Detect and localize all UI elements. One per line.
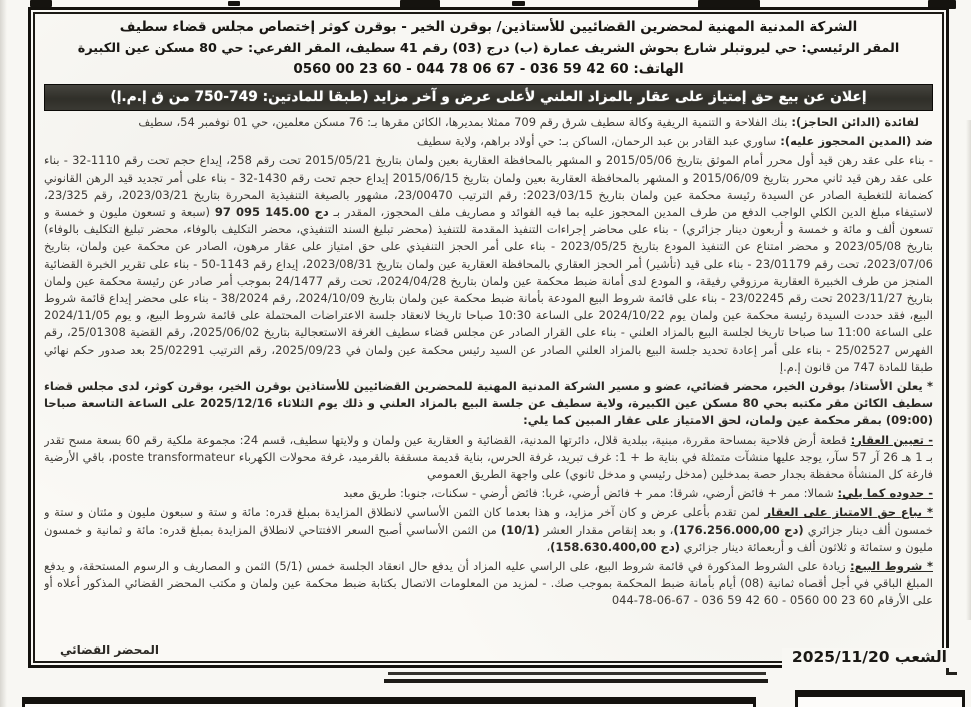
bailiff-signature: المحضر القضائي [60, 643, 160, 657]
publication-date: 2025/11/20 [791, 648, 890, 666]
text-run: 97 095 145.00 دج [214, 205, 329, 220]
text-run: * يباع حق الامتياز على العقار [764, 505, 933, 520]
notice-paragraph [44, 133, 933, 150]
text-run: (158.630.400,00 دج) [550, 539, 681, 554]
scan-ink-blot [30, 0, 52, 7]
footer-rule [384, 679, 768, 683]
scan-ink-blot [228, 1, 240, 6]
text-run: الثمن و المصاريف و الرسوم المستحقة، و يدفع المبلغ الباقي في أجل أقصاه ثمانية (08) أيام بأمانة ضبط المحكمة بموجب صك. - لمزيد من المعلومات الاتصال بكتابة ضبط محكمة عين ولمان و مكتب المحضر القضائي المذكور أعلاه أو على الأرقام [44, 559, 933, 608]
newspaper-name: الشعب [894, 648, 947, 666]
notice-frame-inner [33, 12, 944, 663]
newspaper-stamp [782, 648, 953, 668]
footer-rule [388, 672, 766, 675]
text-run: ضد (المدين المحجوز عليه): [776, 134, 933, 149]
text-run: على الساعة التاسعة صباحا (09:00) بمقر محكمة عين ولمان، لحق الامتياز على عقار المبين كما يلي: [44, 396, 933, 428]
text-run: ، [546, 539, 551, 554]
notice-paragraph [44, 432, 933, 484]
scan-smudge-left [0, 0, 7, 707]
notice-body [44, 114, 933, 643]
notice-title: إعلان عن بيع حق إمتياز على عقار بالمزاد العلني لأعلى عرض و آخر مزايد (طبقا للمادتين: 749-750 من ق إ.م.إ) [110, 89, 867, 105]
next-ad-frame-top [22, 697, 756, 707]
notice-frame [28, 7, 949, 668]
text-run: - تعيين العقار: [850, 432, 933, 447]
notice-header [44, 17, 933, 80]
text-run: من الثمن الأساسي أصبح السعر الافتتاحي لانطلاق المزايدة بمبلغ قدره: مائة و ثمانية و خمسون مليون و ستمائة و ثلاثون ألف و أربعمائة دينار جزائري [44, 522, 933, 554]
text-run: ساوري عبد القادر بن عبد الرحمان، الساكن بـ: حي أولاد براهم، ولاية سطيف [416, 134, 777, 149]
notice-paragraph [44, 504, 933, 556]
text-run: ، باقي الأرضية فارغة كل المنشأة محفظة بجدار حصة بمدخلين (مدخل رئيسي و مدخل ثانوي) على واجهة الطريق العمومي [44, 449, 933, 482]
notice-paragraph [44, 378, 933, 430]
notice-paragraph [44, 114, 933, 131]
scan-ink-blot [512, 1, 525, 6]
notice-paragraph [44, 152, 933, 376]
company-name: الشركة المدنية المهنية لمحضرين القضائيين للأستاذين/ بوقرن الخير - بوقرن كوثر إختصاص مجلس قضاء سطيف [119, 19, 858, 35]
text-run: لمن تقدم بأعلى عرض و كان آخر مزايد، و هذا بعدما كان الثمن الأساسي لانطلاق المزايدة بمبلغ قدره: مائة و ستة و سبعون مليون و مئتان و ستة و خمسون ألف دينار جزائري [44, 505, 933, 537]
notice-paragraph [44, 558, 933, 610]
text-run: - بناء على عقد رهن قيد أول محرر أمام الموثق بتاريخ 2015/05/06 و المشهر بالمحافظة العقارية بعين ولمان بتاريخ 2015/05/21 تحت رقم 258، إيداع حجم تحت رقم 1110-32 - بناء على عقد رهن قيد ثاني محرر بتاريخ 2015/06/09 و المشهر بالمحافظة العقارية بعين ولمان بتاريخ 2015/06/15 إيداع حجم تحت رقم 1430-32 - بناء على أمر تجديد قيد الرهن القانوني كضمانة للتغطية الصادر عن السيدة رئيسة محكمة عين ولمان بتاريخ 2023/03/15: رقم الترتيب 23/00470، مشهور بالصيغة التنفيذية المحررة بتاريخ 2023/03/21، رقم 23/325، لاستيفاء مبلغ الدين الكلي الواجب الدفع من طرف المدين المحجوز عليه بما فيه الفوائد و مصاريف ملف المحجوز، المقدر بـ [44, 153, 933, 220]
text-run: ، و بعد إنقاص مقدار العشر [539, 522, 674, 537]
phone-numbers: 0560 00 23 60 - 044 78 06 67 - 036 59 42 60 [293, 61, 629, 77]
text-run: (176.256.000,00 دج) [673, 522, 804, 537]
text-run: زيادة على الشروط المذكورة في قائمة شروط البيع، على الراسي عليه المزاد أن يدفع حال انعقاد الجلسة خمس [302, 559, 851, 574]
scan-smudge-right [966, 120, 971, 620]
text-run: (5/1) [274, 559, 303, 574]
text-run: بنك الفلاحة و التنمية الريفية وكالة سطيف شرق رقم 709 ممثلا بمديرها، الكائن مقرها بـ: 76 مسكن معلمين، حي 01 نوفمبر 54، سطيف [138, 115, 788, 129]
notice-title-banner [44, 84, 933, 111]
company-phones [44, 59, 933, 80]
text-run: 2025/12/16 [200, 396, 273, 411]
phone-label: الهاتف: [633, 61, 684, 77]
text-run: لفائدة (الدائن الحاجز): [787, 115, 919, 129]
text-run: poste transformateur [112, 449, 235, 464]
text-run: قطعة أرض فلاحية بمساحة مقررة، مبنية، ببلدية قلال، دائرتها المدنية، القضائية و العقارية عين ولمان و ولايتها سطيف، قسم 24: مجموعة ملكية رقم 60 بسعة مسح تقدر بـ 1 هـ 26 آر 57 سآر، يوجد عليها منشآت متمثلة في بناية ط + 1: غرف تبريد، غرفة الحرس، بناية قديمة مسقفة بالقرميد، غرفة محولات الكهرباء [44, 432, 933, 464]
text-run: 044-78-06-67 - 036 59 42 60 - 0560 00 23 60 [611, 593, 874, 608]
text-run: (10/1) [500, 522, 540, 537]
text-run: * يعلن الأستاذ/ بوقرن الخير، محضر قضائي، عضو و مسير الشركة المدنية المهنية للمحضرين القضائيين للأستاذين بوقرن الخير، بوقرن كوثر، لدى مجلس قضاء سطيف الكائن مقر مكتبه بحي 80 مسكن عين الكبيرة، ولاية سطيف عن جلسة البيع بالمزاد العلني و ذلك يوم الثلاثاء [44, 379, 933, 411]
next-ad-frame-top [795, 690, 965, 707]
notice-paragraph [44, 485, 933, 502]
text-run: * شروط البيع: [850, 559, 933, 574]
text-run: (سبعة و تسعون مليون و خمسة و تسعون ألف و مائة و خمسة و أربعون دينار جزائري) - بناء على محاضر إجراءات التنفيذ المقدمة للتنفيذ (محضر تبليغ السند التنفيذي، محضر التكليف بالوفاء، محضر تبليغ التكليف بالوفاء) بتاريخ 2023/05/08 و محضر امتناع عن التنفيذ المودع بتاريخ 2023/05/25 - بناء على أمر الحجز التنفيذي على حق امتياز على عقار مرهون، الصادر عن محكمة عين ولمان، بتاريخ 2023/07/06، تحت رقم 23/01179 - بناء على قيد (تأشير) أمر الحجز العقاري بالمحافظة العقارية عين ولمان بتاريخ 2023/08/31، إيداع رقم 1143-50 - بناء على تقرير الخبرة القضائية المنجز من طرف الخبيرة العقارية مرزوقي رفيقة، و المودع لدى أمانة ضبط محكمة عين ولمان بتاريخ 2024/04/28، تحت رقم 24/1477 بموجب أمر صادر عن رئيسة محكمة عين ولمان بتاريخ 2023/11/27 تحت رقم 23/02245 - بناء على قائمة شروط البيع المودعة بأمانة ضبط محكمة عين ولمان بتاريخ 2024/10/09، رقم 38/2024 - بناء على محضر إيداع قائمة شروط البيع، فقد حددت السيدة رئيسة محكمة عين ولمان يوم 2024/10/22 على الساعة 10:30 صباحا تاريخا لانعقاد جلسة الاعتراضات المحتملة على قائمة شروط البيع، و يوم 2024/11/05 على الساعة 11:00 سا صباحا تاريخا لجلسة البيع بالمزاد العلني - بناء على القرار الصادر عن مجلس قضاء سطيف الغرفة الاستعجالية بتاريخ 2025/06/02، رقم القضية 25/01308، رقم الفهرس 25/02527 - بناء على أمر إعادة تحديد جلسة البيع بالمزاد العلني الصادر عن السيد رئيس محكمة عين ولمان في 2025/09/23، رقم الترتيب 25/02291 بعد صدور حكم نهائي طبقا للمادة 747 من قانون إ.م.إ [44, 205, 933, 374]
text-run: - حدوده كما يلي: [837, 486, 933, 501]
company-addresses: المقر الرئيسي: حي ليروتبلر شارع بحوش الشريف عمارة (ب) درج (03) رقم 41 سطيف، المقر الفرعي: حي 80 مسكن عين الكبيرة [77, 41, 900, 56]
text-run: شمالا: ممر + فائض أرضي، شرقا: ممر + فائض أرضي، غربا: فائض أرضي - سكنات، جنوبا: طريق معبد [343, 486, 838, 501]
